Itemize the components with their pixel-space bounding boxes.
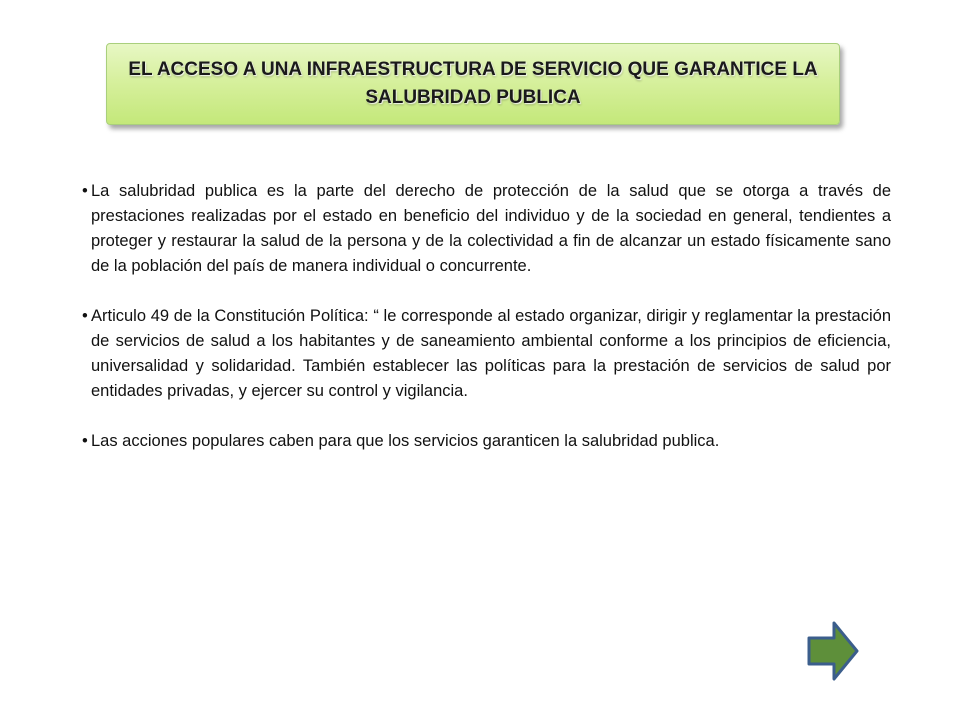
slide-title: EL ACCESO A UNA INFRAESTRUCTURA DE SERVICIO QUE GARANTICE LA SALUBRIDAD PUBLICA	[128, 59, 818, 108]
paragraph-text: La salubridad publica es la parte del derecho de protección de la salud que se otorga a través de prestaciones realizadas por el estado en beneficio del individuo y de la sociedad en general, tendientes a proteger y restaurar la salud de la persona y de la colectividad a fin de alcanzar un estado físicamente sano de la población del país de manera individual o concurrente.	[91, 182, 891, 275]
bullet-icon: •	[82, 182, 88, 200]
paragraph-text: Las acciones populares caben para que los servicios garanticen la salubridad publica.	[91, 432, 720, 450]
paragraph-text: Articulo 49 de la Constitución Política: “ le corresponde al estado organizar, dirigir y reglamentar la prestación de servicios de salud a los habitantes y de saneamiento ambiental conforme a los principios de eficiencia, universalidad y solidaridad. También establecer las políticas para la prestación de servicios de salud por entidades privadas, y ejercer su control y vigilancia.	[91, 307, 891, 400]
bullet-paragraph-3	[84, 429, 891, 454]
title-box	[106, 43, 840, 125]
bullet-icon: •	[82, 432, 88, 450]
next-slide-button[interactable]	[806, 620, 860, 682]
content-body	[84, 179, 891, 454]
bullet-paragraph-2	[84, 304, 891, 404]
next-arrow-icon	[806, 620, 860, 682]
bullet-icon: •	[82, 307, 88, 325]
bullet-paragraph-1	[84, 179, 891, 279]
